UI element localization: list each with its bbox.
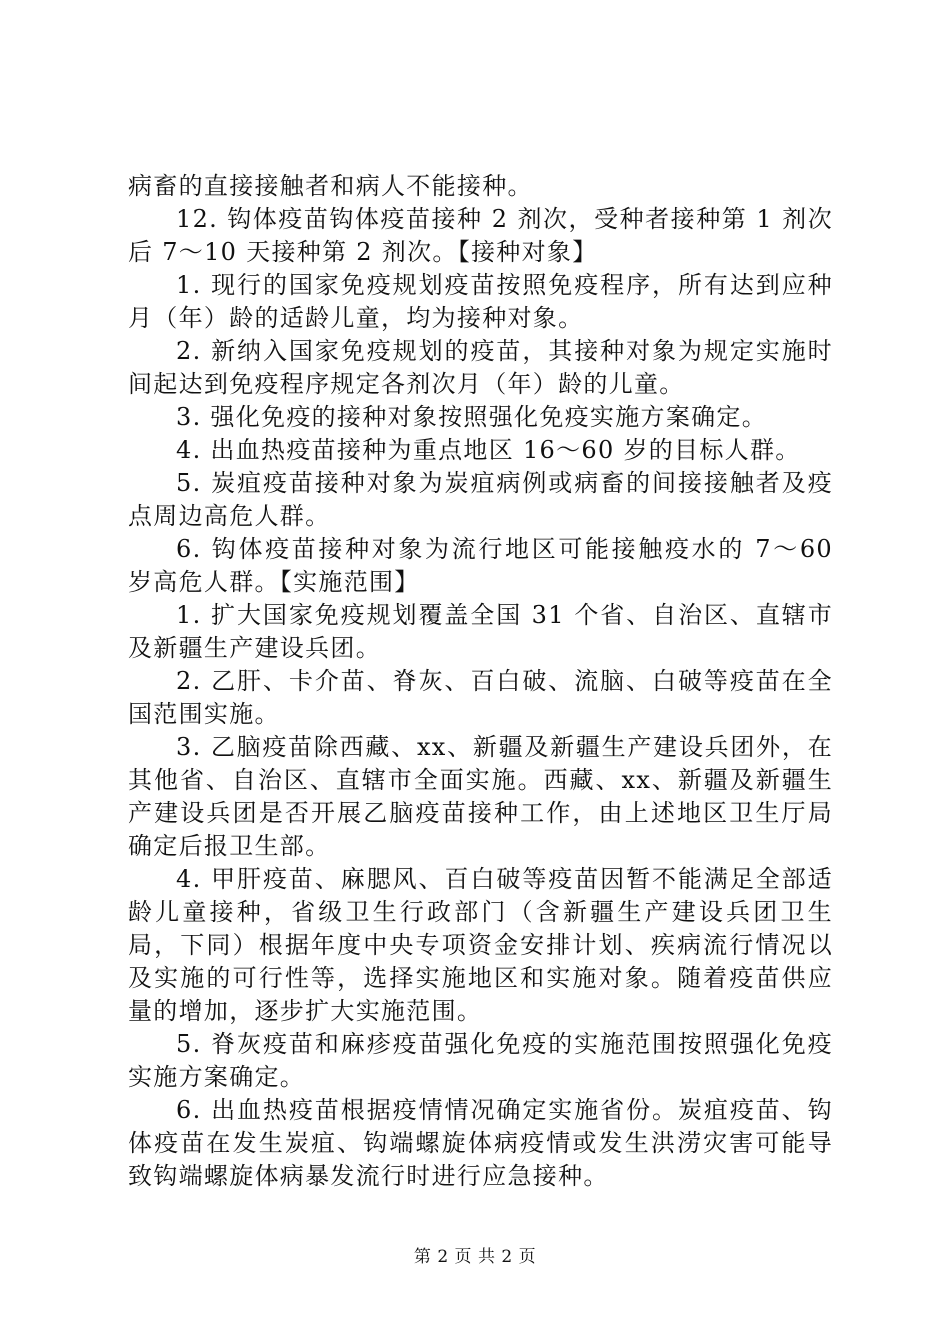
paragraph: 6. 出血热疫苗根据疫情情况确定实施省份。炭疽疫苗、钩体疫苗在发生炭疽、钩端螺旋体病疫情或发生洪涝灾害可能导致钩端螺旋体病暴发流行时进行应急接种。: [128, 1096, 833, 1190]
paragraph: 4. 出血热疫苗接种为重点地区 16～60 岁的目标人群。: [176, 436, 801, 464]
paragraph: 6. 钩体疫苗接种对象为流行地区可能接触疫水的 7～60 岁高危人群。【实施范围】: [128, 535, 833, 596]
paragraph: 2. 新纳入国家免疫规划的疫苗，其接种对象为规定实施时间起达到免疫程序规定各剂次月（年）龄的儿童。: [128, 337, 833, 398]
paragraph: 2. 乙肝、卡介苗、脊灰、百白破、流脑、白破等疫苗在全国范围实施。: [128, 667, 833, 728]
paragraph: 病畜的直接接触者和病人不能接种。: [128, 172, 533, 200]
paragraph: 4. 甲肝疫苗、麻腮风、百白破等疫苗因暂不能满足全部适龄儿童接种，省级卫生行政部门（含新疆生产建设兵团卫生局，下同）根据年度中央专项资金安排计划、疾病流行情况以及实施的可行性等，选择实施地区和实施对象。随着疫苗供应量的增加，逐步扩大实施范围。: [128, 865, 833, 1025]
page-footer: [0, 1242, 950, 1267]
paragraph: 3. 乙脑疫苗除西藏、xx、新疆及新疆生产建设兵团外，在其他省、自治区、直辖市全面实施。西藏、xx、新疆及新疆生产建设兵团是否开展乙脑疫苗接种工作，由上述地区卫生厅局确定后报卫生部。: [128, 733, 833, 860]
page-number: 第 2 页 共 2 页: [413, 1247, 537, 1267]
paragraph: 5. 炭疽疫苗接种对象为炭疽病例或病畜的间接接触者及疫点周边高危人群。: [128, 469, 833, 530]
paragraph: 1. 扩大国家免疫规划覆盖全国 31 个省、自治区、直辖市及新疆生产建设兵团。: [128, 601, 833, 662]
paragraph: 3. 强化免疫的接种对象按照强化免疫实施方案确定。: [176, 403, 768, 431]
paragraph: 1. 现行的国家免疫规划疫苗按照免疫程序，所有达到应种月（年）龄的适龄儿童，均为接种对象。: [128, 271, 833, 332]
document-body: [128, 170, 833, 1193]
paragraph: 12. 钩体疫苗钩体疫苗接种 2 剂次，受种者接种第 1 剂次后 7～10 天接种第 2 剂次。【接种对象】: [128, 205, 833, 266]
paragraph: 5. 脊灰疫苗和麻疹疫苗强化免疫的实施范围按照强化免疫实施方案确定。: [128, 1030, 833, 1091]
